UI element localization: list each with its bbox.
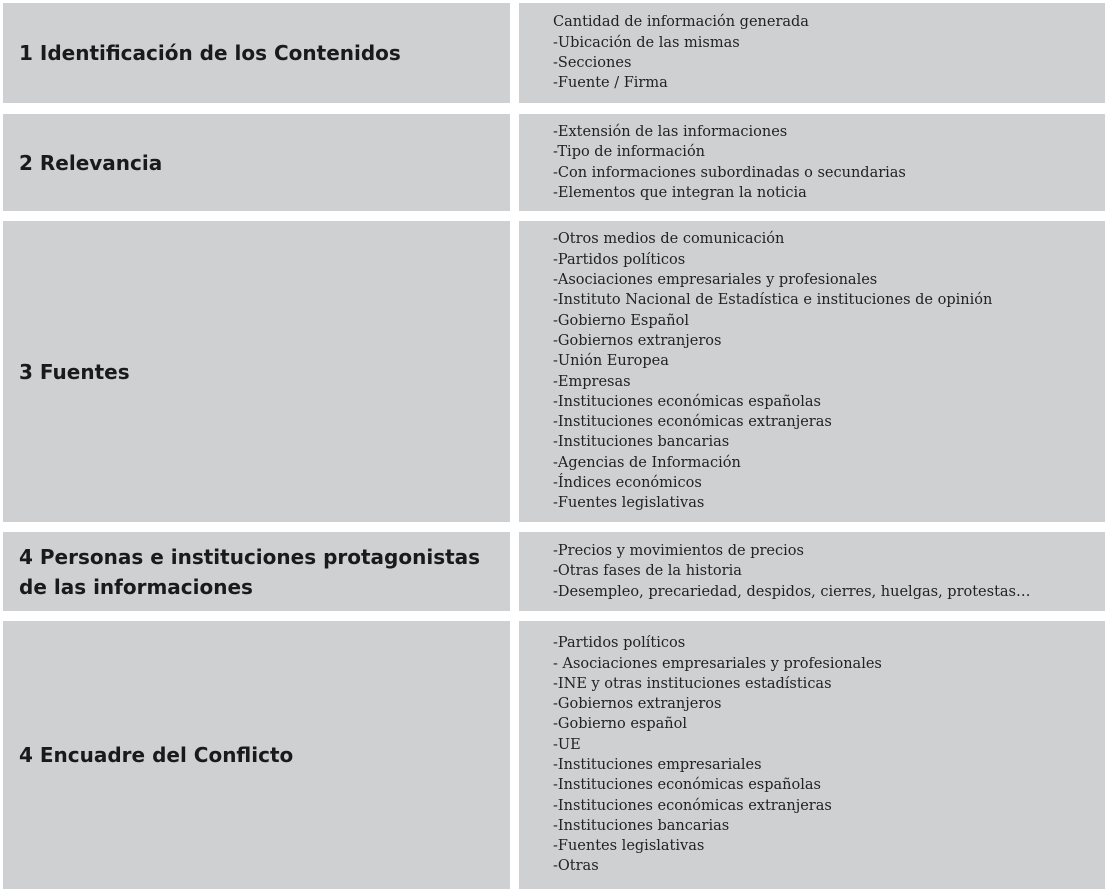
table-row xyxy=(3,532,1105,611)
criteria-item: -Precios y movimientos de precios xyxy=(553,543,804,560)
category-title: 1 Identificación de los Contenidos xyxy=(19,41,401,65)
criteria-item: -INE y otras instituciones estadísticas xyxy=(553,675,832,692)
criteria-item: -Índices económicos xyxy=(553,474,702,491)
category-cell xyxy=(3,3,510,103)
criteria-item: -Instituciones económicas extranjeras xyxy=(553,414,832,431)
criteria-item: -Agencias de Información xyxy=(553,454,741,471)
criteria-item: -Instituciones económicas extranjeras xyxy=(553,797,832,814)
criteria-item: -Partidos políticos xyxy=(553,251,686,268)
criteria-item: -Gobierno español xyxy=(553,716,687,733)
category-cell xyxy=(3,221,510,522)
criteria-cell xyxy=(519,532,1105,611)
criteria-cell xyxy=(519,221,1105,522)
criteria-item: -Secciones xyxy=(553,55,632,71)
criteria-cell xyxy=(519,621,1105,889)
criteria-item: -Instituciones económicas españolas xyxy=(553,777,821,794)
category-cell xyxy=(3,621,510,889)
criteria-item: - Asociaciones empresariales y profesionales xyxy=(553,655,882,672)
criteria-item: -Desempleo, precariedad, despidos, cierres, huelgas, protestas… xyxy=(553,583,1031,600)
criteria-item: -Gobierno Español xyxy=(553,312,689,329)
criteria-item: -Instituciones económicas españolas xyxy=(553,393,821,410)
criteria-item: -Con informaciones subordinadas o secundarias xyxy=(553,164,906,181)
criteria-item: -Asociaciones empresariales y profesionales xyxy=(553,272,878,289)
category-title: 3 Fuentes xyxy=(19,359,130,384)
criteria-item: -Otras fases de la historia xyxy=(553,563,742,580)
category-title: 2 Relevancia xyxy=(19,150,163,175)
criteria-item: -Ubicación de las mismas xyxy=(553,34,740,51)
criteria-item: -Elementos que integran la noticia xyxy=(553,184,807,201)
criteria-item: -Tipo de información xyxy=(553,144,706,161)
category-title: 4 Personas e instituciones protagonistas de las informaciones xyxy=(19,544,481,599)
criteria-item: -UE xyxy=(553,736,581,753)
category-cell xyxy=(3,114,510,211)
criteria-item: -Gobiernos extranjeros xyxy=(553,332,722,349)
criteria-item: -Fuentes legislativas xyxy=(553,838,705,855)
criteria-item: -Instituciones bancarias xyxy=(553,434,730,451)
criteria-item: -Instituciones empresariales xyxy=(553,757,762,773)
criteria-cell xyxy=(519,3,1105,103)
criteria-item: -Instituciones bancarias xyxy=(553,817,730,834)
table-row xyxy=(3,621,1105,889)
criteria-item: Cantidad de información generada xyxy=(553,14,809,31)
criteria-item: -Otras xyxy=(553,858,599,875)
criteria-item: -Empresas xyxy=(553,373,631,390)
criteria-item: -Fuente / Firma xyxy=(553,75,668,92)
criteria-item: -Partidos políticos xyxy=(553,635,686,652)
criteria-item: -Fuentes legislativas xyxy=(553,495,705,512)
table-row xyxy=(3,221,1105,522)
criteria-item: -Gobiernos extranjeros xyxy=(553,696,722,713)
category-cell xyxy=(3,532,510,611)
criteria-item: -Instituto Nacional de Estadística e instituciones de opinión xyxy=(553,292,993,309)
criteria-item: -Otros medios de comunicación xyxy=(553,231,785,248)
table-row xyxy=(3,114,1105,211)
category-title: 4 Encuadre del Conflicto xyxy=(19,743,294,767)
criteria-item: -Extensión de las informaciones xyxy=(553,123,788,140)
criteria-cell xyxy=(519,114,1105,211)
table-row xyxy=(3,3,1105,103)
criteria-item: -Unión Europea xyxy=(553,353,669,370)
